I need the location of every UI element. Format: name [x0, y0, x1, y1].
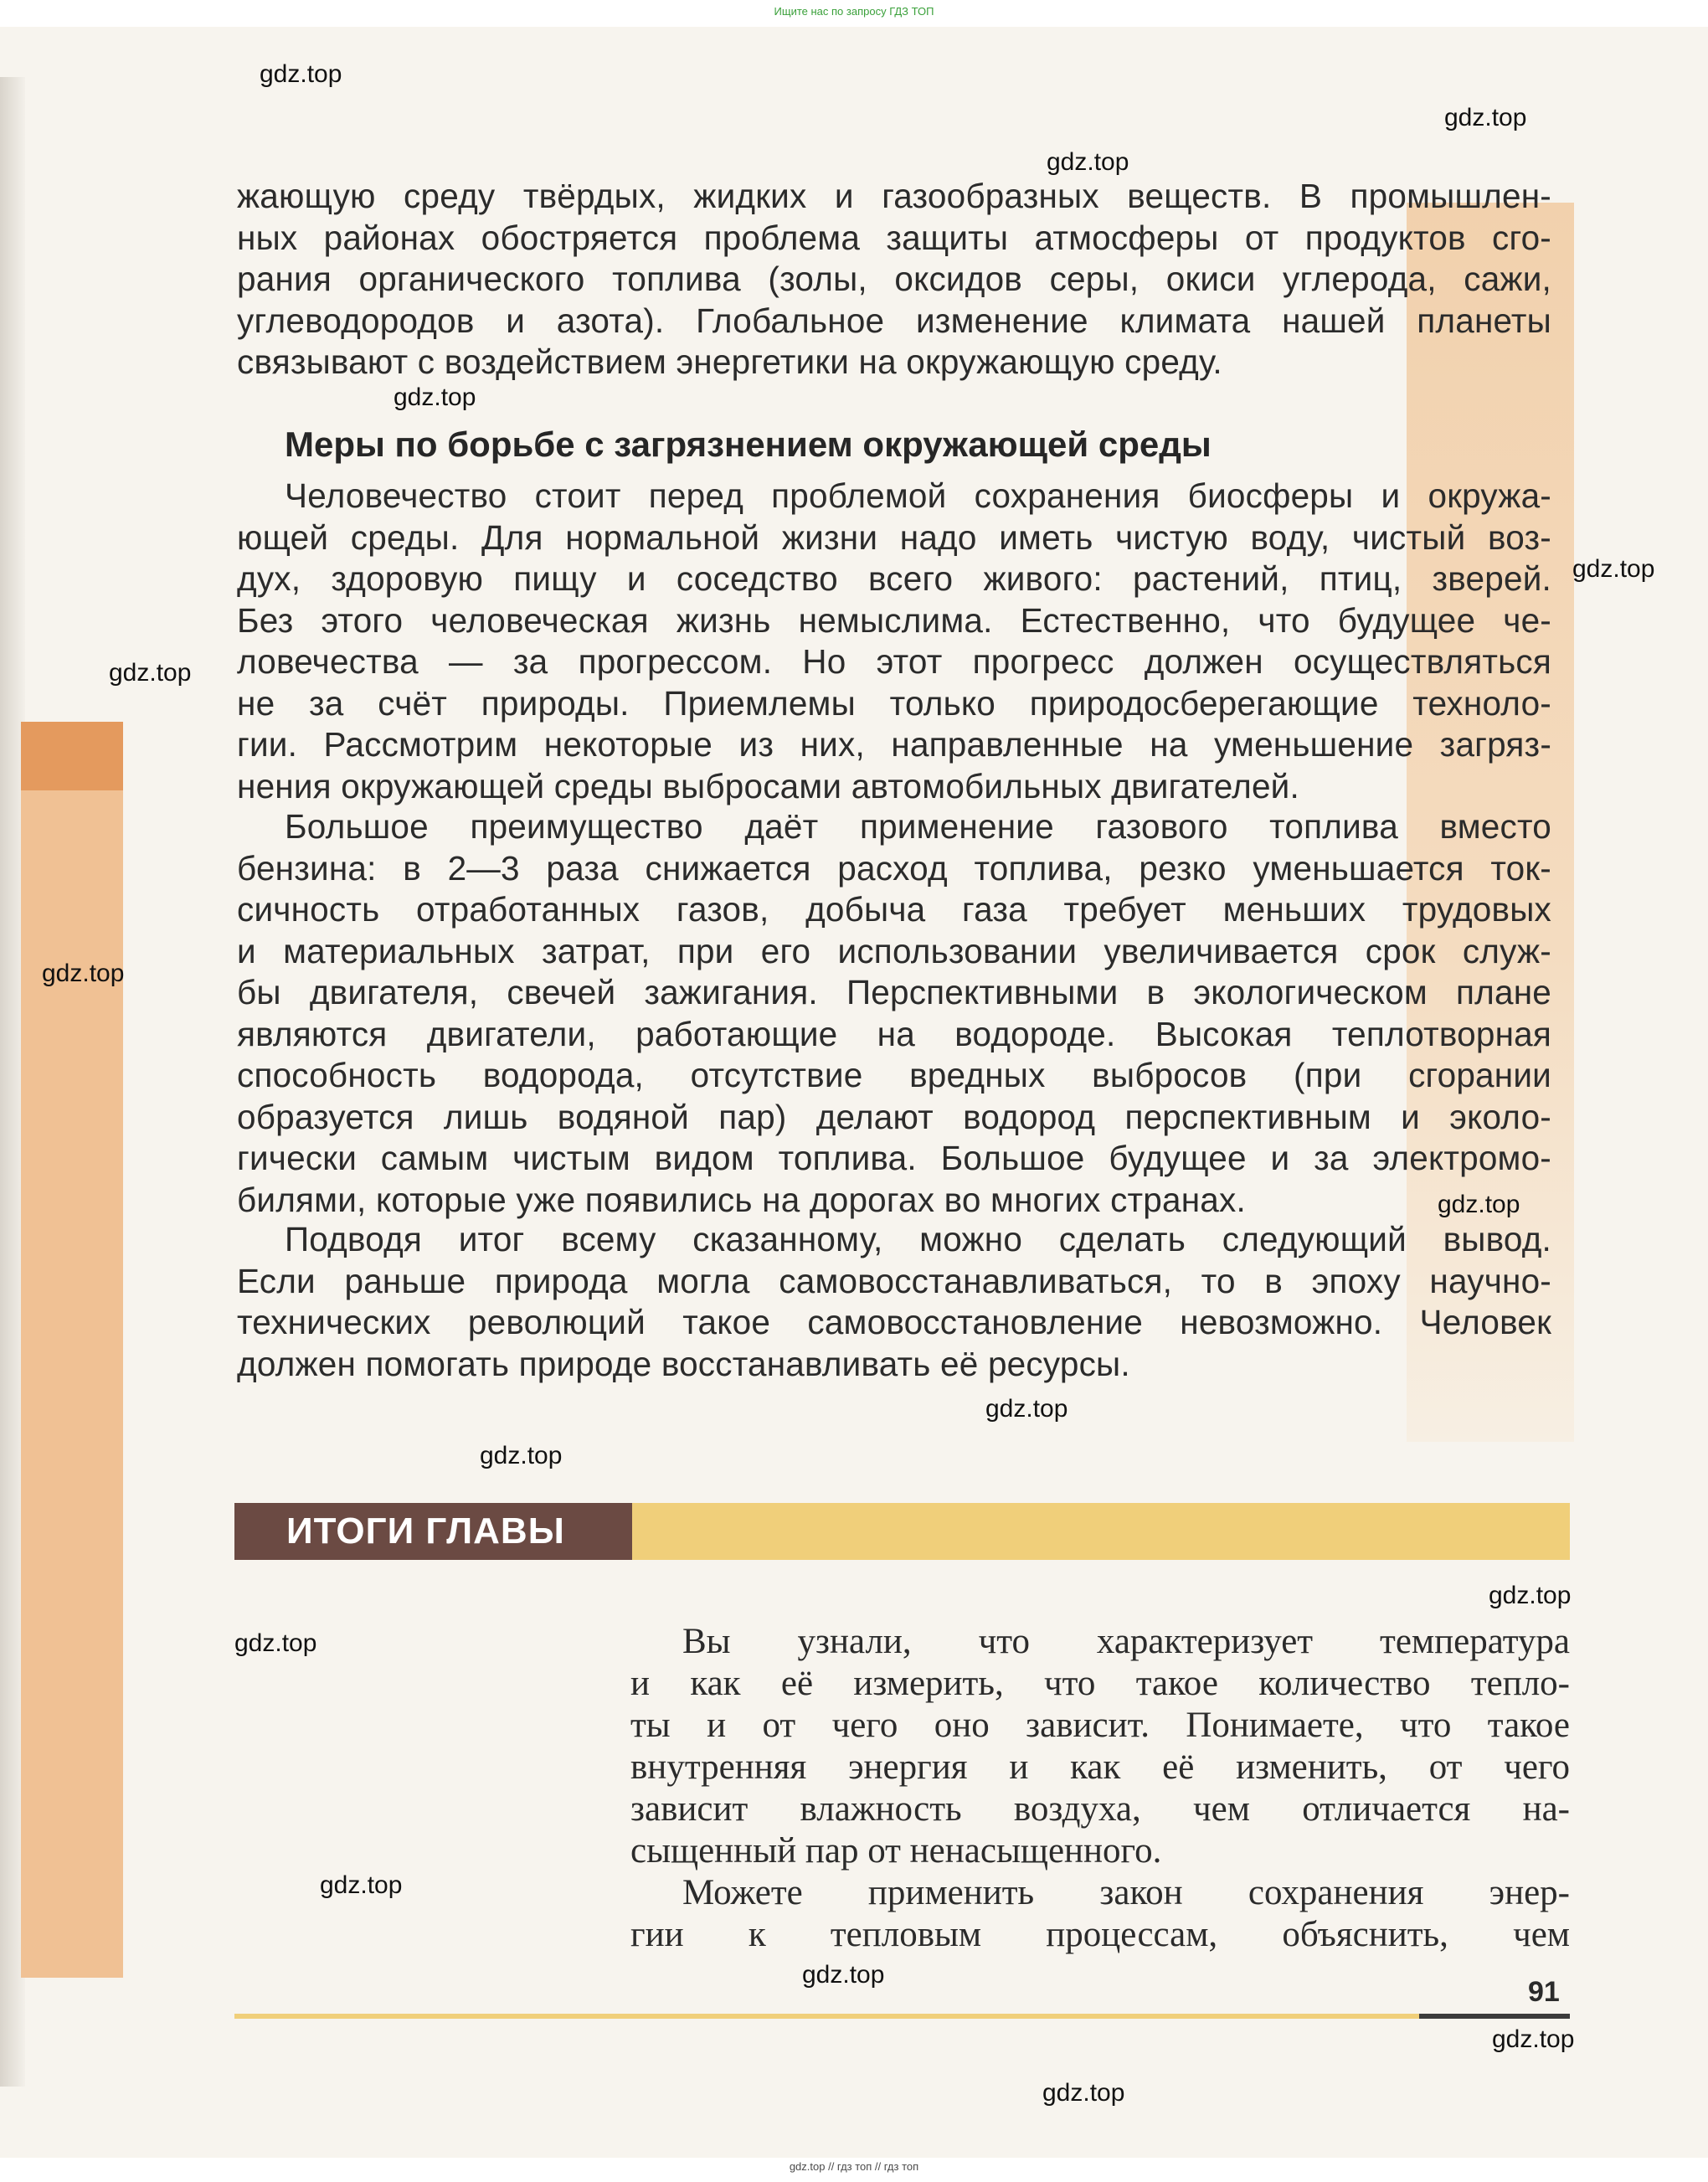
watermark: gdz.top — [1047, 148, 1129, 176]
summary-line: ты и от чего оно зависит. Понимаете, что такое — [630, 1706, 1570, 1745]
paragraph-gas-fuel — [237, 806, 1551, 1221]
text-line: сичность отработанных газов, добыча газа требует меньших трудовых — [237, 890, 1551, 929]
text-line: дух, здоровую пищу и соседство всего живого: растений, птиц, зверей. — [237, 559, 1551, 598]
summary-line: зависит влажность воздуха, чем отличается на- — [630, 1789, 1570, 1829]
summary-text — [630, 1621, 1570, 1956]
paragraph-conclusion — [237, 1219, 1551, 1385]
text-line: образуется лишь водяной пар) делают водород перспективным и эколо- — [237, 1097, 1551, 1136]
summary-line: и как её измерить, что такое количество тепло- — [630, 1664, 1570, 1703]
paragraph-measures — [237, 476, 1551, 807]
text-line: гически самым чистым видом топлива. Большое будущее и за электромо- — [237, 1139, 1551, 1177]
watermark: gdz.top — [802, 1961, 885, 1989]
summary-line: гии к тепловым процессам, объяснить, чем — [630, 1915, 1570, 1954]
text-line: Подводя итог всему сказанному, можно сделать следующий вывод. — [285, 1220, 1551, 1258]
text-line: являются двигатели, работающие на водороде. Высокая теплотворная — [237, 1014, 1551, 1053]
text-line: бензина: в 2—3 раза снижается расход топлива, резко уменьшается ток- — [237, 848, 1551, 888]
watermark: gdz.top — [1042, 2079, 1125, 2107]
watermark: gdz.top — [109, 659, 192, 687]
text-line: билями, которые уже появились на дорогах во многих странах. — [237, 1180, 1246, 1219]
summary-title: ИТОГИ ГЛАВЫ — [234, 1503, 632, 1560]
text-line: Человечество стоит перед проблемой сохранения биосферы и окружа- — [285, 476, 1551, 515]
watermark: gdz.top — [985, 1395, 1068, 1423]
side-stripe — [21, 722, 123, 1978]
watermark: gdz.top — [394, 383, 476, 411]
watermark: gdz.top — [1492, 2025, 1575, 2053]
footer-rule-accent — [1419, 2014, 1570, 2019]
watermark: gdz.top — [1572, 555, 1655, 583]
watermark: gdz.top — [1489, 1582, 1572, 1609]
text-line: ловечества — за прогрессом. Но этот прогресс должен осуществляться — [237, 642, 1551, 681]
summary-line: Можете применить закон сохранения энер- — [682, 1873, 1570, 1912]
text-line: технических революций такое самовосстановление невозможно. Человек — [237, 1303, 1551, 1341]
text-line: бы двигателя, свечей зажигания. Перспективными в экологическом плане — [237, 973, 1551, 1011]
text-line: Без этого человеческая жизнь немыслима. Естественно, что будущее че- — [237, 600, 1551, 640]
footer-rule — [234, 2014, 1570, 2019]
paragraph-intro — [237, 176, 1551, 383]
text-line: ных районах обостряется проблема защиты атмосферы от продуктов сго- — [237, 218, 1551, 257]
text-line: рания органического топлива (золы, оксидов серы, окиси углерода, сажи, — [237, 260, 1551, 298]
text-line: и материальных затрат, при его использовании увеличивается срок служ- — [237, 931, 1551, 970]
watermark: gdz.top — [480, 1442, 563, 1469]
text-line: Большое преимущество даёт применение газового топлива вместо — [285, 807, 1551, 846]
watermark: gdz.top — [260, 60, 342, 88]
text-line: Если раньше природа могла самовосстанавливаться, то в эпоху научно- — [237, 1261, 1551, 1300]
watermark: gdz.top — [42, 960, 125, 987]
text-line: жающую среду твёрдых, жидких и газообразных веществ. В промышлен- — [237, 177, 1551, 215]
text-line: гии. Рассмотрим некоторые из них, направленные на уменьшение загряз- — [237, 725, 1551, 764]
text-line: углеводородов и азота). Глобальное изменение климата нашей планеты — [237, 301, 1551, 340]
page-number: 91 — [1528, 1976, 1560, 2008]
bottom-banner: gdz.top // гдз топ // гдз топ — [789, 2160, 919, 2173]
summary-line: сыщенный пар от ненасыщенного. — [630, 1831, 1162, 1871]
text-line: связывают с воздействием энергетики на окружающую среду. — [237, 342, 1222, 381]
text-line: ющей среды. Для нормальной жизни надо иметь чистую воду, чистый воз- — [237, 517, 1551, 557]
text-line: должен помогать природе восстанавливать её ресурсы. — [237, 1344, 1130, 1383]
summary-line: внутренняя энергия и как её изменить, от чего — [630, 1747, 1570, 1787]
watermark: gdz.top — [1444, 104, 1527, 131]
text-line: нения окружающей среды выбросами автомобильных двигателей. — [237, 766, 1299, 805]
text-line: способность водорода, отсутствие вредных выбросов (при сгорании — [237, 1056, 1551, 1094]
text-line: не за счёт природы. Приемлемы только природосберегающие техноло- — [237, 683, 1551, 723]
summary-line: Вы узнали, что характеризует температура — [682, 1622, 1570, 1661]
top-banner: Ищите нас по запросу ГДЗ ТОП — [774, 5, 934, 18]
watermark: gdz.top — [234, 1629, 317, 1657]
side-stripe-accent — [21, 722, 123, 790]
watermark: gdz.top — [320, 1871, 403, 1899]
section-heading: Меры по борьбе с загрязнением окружающей среды — [285, 425, 1212, 464]
watermark: gdz.top — [1438, 1191, 1520, 1218]
